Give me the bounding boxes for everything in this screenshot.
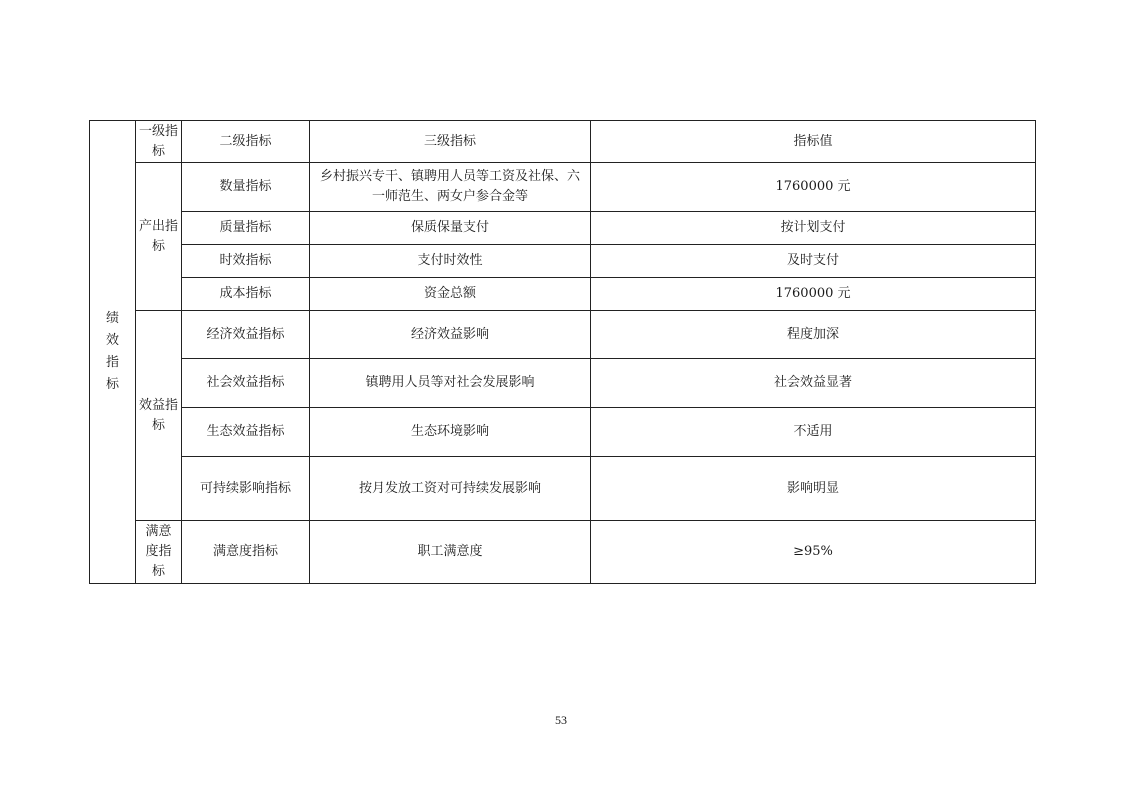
level1-satisfaction-label: 满意度指标 [145,524,172,579]
section-label-cell [90,121,136,584]
value-cell: 1760000 元 [591,163,1036,212]
table-row [90,457,1036,521]
value-cell: 不适用 [591,408,1036,457]
level3-cell: 职工满意度 [310,521,591,584]
value-cell: 按计划支付 [591,212,1036,245]
level2-cell: 成本指标 [182,278,310,311]
level2-cell: 经济效益指标 [182,311,310,359]
table-row [90,311,1036,359]
level3-cell: 生态环境影响 [310,408,591,457]
level3-cell: 保质保量支付 [310,212,591,245]
level2-cell: 满意度指标 [182,521,310,584]
level2-cell: 生态效益指标 [182,408,310,457]
table-header-row [90,121,1036,163]
performance-indicator-table [89,120,1036,584]
level2-cell: 时效指标 [182,245,310,278]
value-cell: 影响明显 [591,457,1036,521]
level3-cell: 支付时效性 [310,245,591,278]
section-label: 绩效指标 [105,311,119,392]
level1-cell-benefit: 效益指标 [136,311,182,521]
level3-cell: 经济效益影响 [310,311,591,359]
level3-cell: 资金总额 [310,278,591,311]
value-cell: 及时支付 [591,245,1036,278]
level2-cell: 社会效益指标 [182,359,310,408]
table-row [90,408,1036,457]
table-row [90,278,1036,311]
value-cell: 1760000 元 [591,278,1036,311]
table-row [90,212,1036,245]
header-level1: 一级指标 [136,121,182,163]
level3-cell: 镇聘用人员等对社会发展影响 [310,359,591,408]
header-level2: 二级指标 [182,121,310,163]
level2-cell: 可持续影响指标 [182,457,310,521]
table-row [90,521,1036,584]
table-row [90,245,1036,278]
header-value: 指标值 [591,121,1036,163]
level2-cell: 数量指标 [182,163,310,212]
value-cell: 社会效益显著 [591,359,1036,408]
value-cell: 程度加深 [591,311,1036,359]
table-row [90,163,1036,212]
level3-cell: 乡村振兴专干、镇聘用人员等工资及社保、六一师范生、两女户参合金等 [310,163,591,212]
level3-cell: 按月发放工资对可持续发展影响 [310,457,591,521]
table-row [90,359,1036,408]
level1-cell-output: 产出指标 [136,163,182,311]
level2-cell: 质量指标 [182,212,310,245]
page-number: 53 [555,713,567,727]
level1-cell-satisfaction [136,521,182,584]
value-cell: ≥95% [591,521,1036,584]
header-level3: 三级指标 [310,121,591,163]
